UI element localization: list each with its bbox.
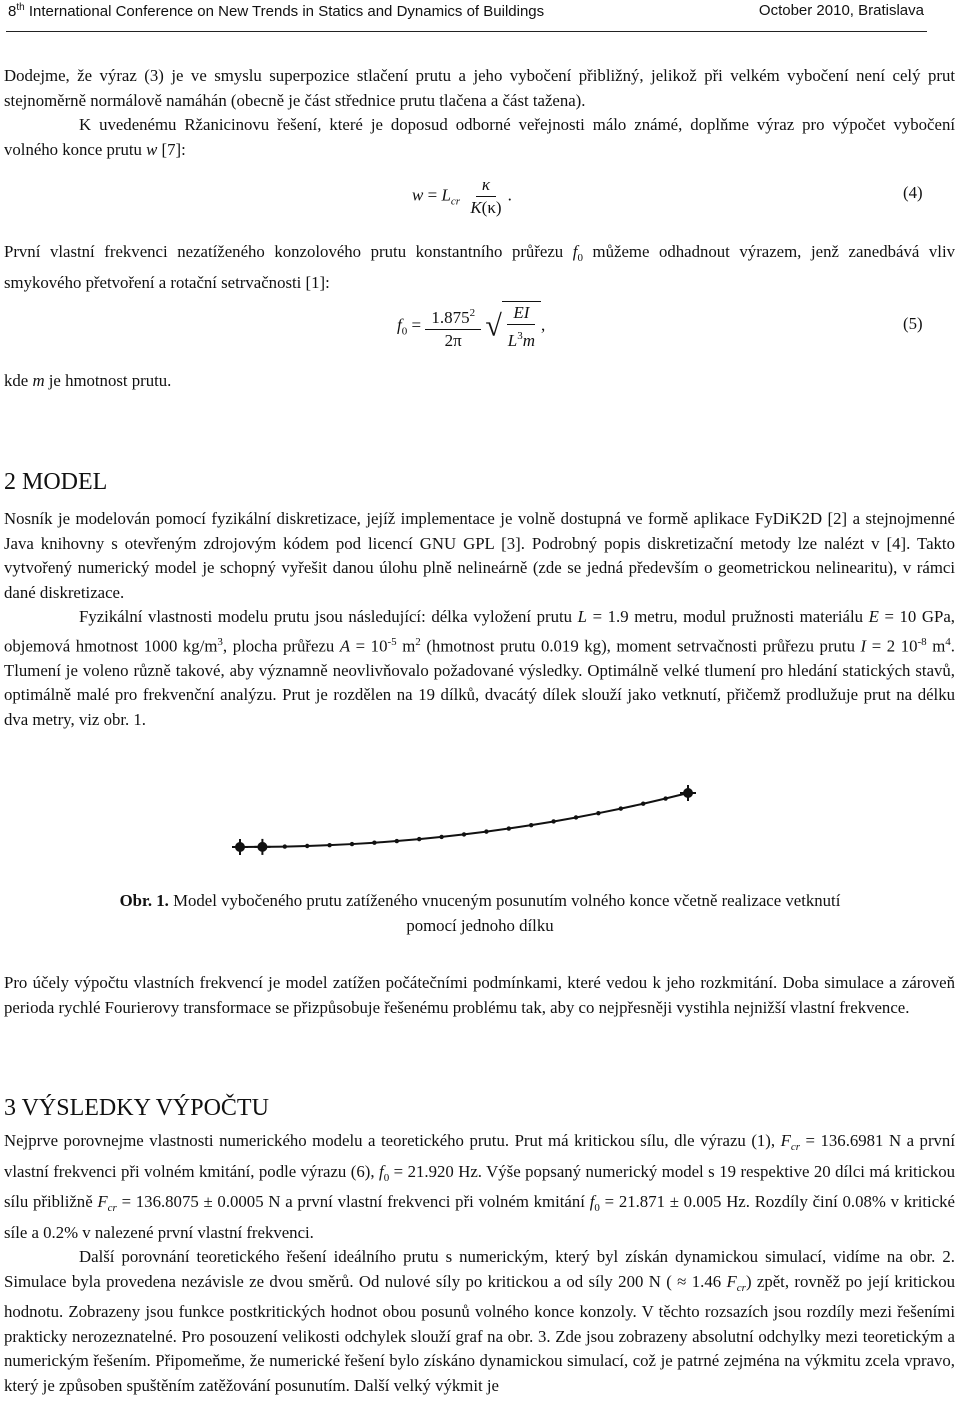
header-rule	[6, 31, 927, 32]
intro-paragraph-1: Dodejme, že výraz (3) je ve smyslu superpozice stlačení prutu a jeho vybočení přibližný, jelikož při velkém vybočení není celý prut stejnoměrně normálově namáhán (obecně je část střednice prutu tlačena a část tažena).	[4, 66, 955, 110]
conference-date: October 2010, Bratislava	[758, 2, 924, 19]
beam-node	[574, 815, 578, 819]
beam-node	[439, 835, 443, 839]
beam-node	[350, 842, 354, 846]
page-header	[8, 2, 924, 32]
beam-node	[551, 819, 555, 823]
sqrt-sign: √	[485, 309, 502, 343]
beam-node	[663, 796, 667, 800]
intro-block	[4, 64, 955, 162]
beam-node	[641, 802, 645, 806]
figure-1-caption	[100, 889, 860, 938]
after-figure-paragraph: Pro účely výpočtu vlastních frekvencí je model zatížen počátečními podmínkami, které vedou k jeho rozkmitání. Doba simulace a zároveň perioda rychlé Fourierovy transformace se přizpůsobuje řešenému problému tak, aby co nejpřesněji vystihla nejnižší vlastní frekvence.	[4, 973, 955, 1017]
mass-note: kde m je hmotnost prutu.	[4, 371, 172, 390]
section-2-body	[4, 507, 955, 732]
beam-line	[240, 793, 688, 847]
figure-1-caption-text: Model vybočeného prutu zatíženého vnuceným posunutím volného konce včetně realizace vetknutí pomocí jednoho dílku	[168, 891, 841, 935]
beam-node	[372, 840, 376, 844]
beam-node	[596, 811, 600, 815]
equation-4-number: (4)	[903, 183, 923, 202]
conference-title: 8th International Conference on New Trends in Statics and Dynamics of Buildings	[8, 2, 545, 20]
beam-node	[507, 826, 511, 830]
section-3-paragraph-2: Další porovnání teoretického řešení ideálního prutu s numerickým, který byl získán dynamickou simulací, vidíme na obr. 2. Simulace byla provedena nezávisle ze dvou směrů. Od nulové síly po kritickou a od síly 200 N ( ≈ 1.46 $F_{cr}$) zpět, rovněž po její kritickou hodnotu. Zobrazeny jsou funkce postkritických hodnot obou posunů volného konce konzoly. V těchto rozsazích jsou rozdíly mezi řešeními prakticky nerozeznatelné. Pro posouzení velikosti odchylek slouží graf na obr. 3. Zde jsou zobrazeny absolutní odchylky mezi teoretickým a numerickým řešením. Připomeňme, že numerické řešení bylo získáno dynamickou simulací, což je patrné zejména na výkmitu zcela vpravo, který je způsoben spuštěním zatěžování posunutím. Další velký výkmit je	[4, 1247, 955, 1395]
beam-node	[529, 823, 533, 827]
section-2-heading: 2 MODEL	[4, 469, 108, 495]
beam-node	[462, 832, 466, 836]
section-3-heading: 3 VÝSLEDKY VÝPOČTU	[4, 1095, 269, 1121]
equation-4: $w = L_{cr}$ $\frac{\kappa}{K(\kappa)}$ .	[412, 175, 512, 217]
beam-node	[305, 844, 309, 848]
section-3-body	[4, 1129, 955, 1398]
figure-1-caption-label: Obr. 1.	[119, 891, 169, 910]
section-2-paragraph-2: Fyzikální vlastnosti modelu prutu jsou následující: délka vyložení prutu L = 1.9 metru, modul pružnosti materiálu E = 10 GPa, objemová hmotnost 1000 $kg/m^3$, plocha průřezu $A = 10^{-5}$ $m^2$ (hmotnost prutu 0.019 kg), moment setrvačnosti průřezu prutu I = 2 $10^{-8}$ $m^4$. Tlumení je voleno různě takové, aby významně neovlivňovalo požadované výsledky. Optimálně velké tlumení pro hledání statických stavů, optimálně malé pro frekvenční analýzu. Prut je rozdělen na 19 dílků, dvacátý dílek slouží jako vetknutí, přičemž prodlužuje prut na délku dva metry, viz obr. 1.	[4, 607, 955, 729]
equation-5-number: (5)	[903, 314, 923, 333]
intro-paragraph-2: K uvedenému Ržanicinovu řešení, které je doposud odborné veřejnosti málo známé, doplňme výraz pro výpočet vybočení volného konce prutu w [7]:	[4, 115, 955, 159]
beam-node	[417, 837, 421, 841]
equation-5: $f_0$ = $\frac{1.875^2}{2\pi}$ √ $\frac{EI}{L^3m}$ ,	[397, 303, 546, 350]
beam-node	[327, 843, 331, 847]
figure-1-beam-model	[0, 775, 960, 855]
frequency-paragraph: První vlastní frekvenci nezatíženého konzolového prutu konstantního průřezu $f_0$ můžeme odhadnout výrazem, jenž zanedbává vliv smykového přetvoření a rotační setrvačnosti [1]:	[4, 242, 955, 292]
beam-node	[395, 839, 399, 843]
section-3-paragraph-1: Nejprve porovnejme vlastnosti numerického modelu a teoretického prutu. Prut má kritickou sílu, dle výrazu (1), $F_{cr} = 136.6981$ N a první vlastní frekvenci při volném kmitání, podle výrazu (6), $f_0 = 21.920$ Hz. Výše popsaný numerický model s 19 respektive 20 dílci má kritickou sílu přibližně $F_{cr} = 136.8075 \pm 0.0005$ N a první vlastní frekvenci při volném kmitání $f_0 = 21.871 \pm 0.005$ Hz. Rozdíly činí 0.08% v kritické síle a 0.2% v nalezené první vlastní frekvenci.	[4, 1131, 955, 1242]
beam-node	[283, 844, 287, 848]
section-2-paragraph-1: Nosník je modelován pomocí fyzikální diskretizace, jejíž implementace je volně dostupná ve formě aplikace FyDiK2D [2] a stejnojmenné Java knihovny s otevřeným zdrojovým kódem pod licencí GNU GPL [3]. Podrobný popis diskretizační metody lze nalézt v [4]. Takto vytvořený numerický model je schopný vyřešit danou úlohu plně nelineárně (zde se jedná především o geometrickou nelinearitu), v rámci dané diskretizace.	[4, 509, 955, 602]
beam-node	[619, 806, 623, 810]
beam-node	[484, 829, 488, 833]
